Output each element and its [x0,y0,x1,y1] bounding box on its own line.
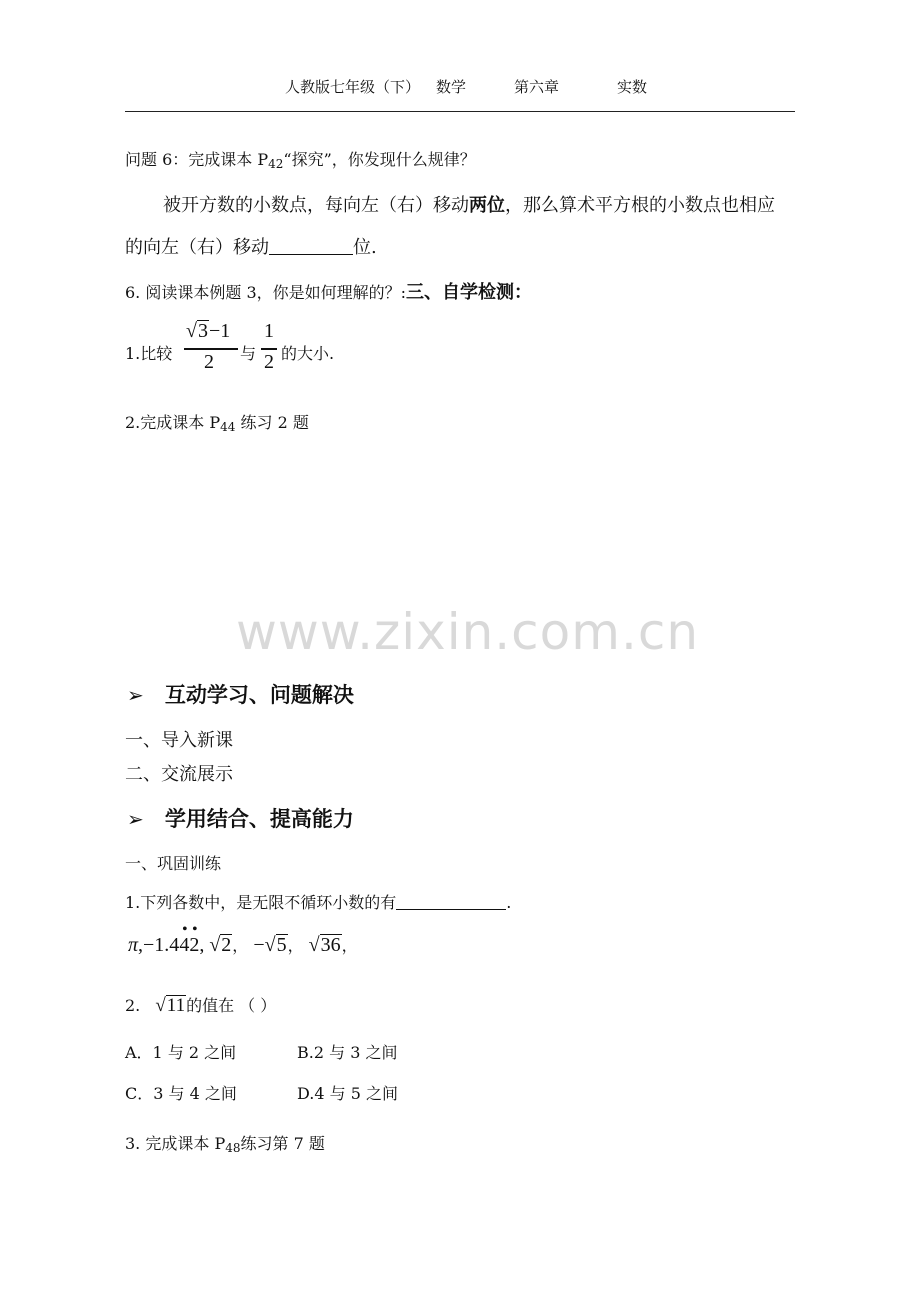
header-chapter: 第六章 [514,78,560,96]
option-d[interactable]: D.4 与 5 之间 [297,1084,398,1103]
item-1-suffix: 的大小. [281,344,335,363]
paragraph-line-1: 被开方数的小数点，每向左（右）移动两位，那么算术平方根的小数点也相应 [163,195,775,216]
option-b[interactable]: B.2 与 3 之间 [297,1043,398,1062]
section-apply-learning: ➢ 学用结合、提高能力 [127,807,354,831]
sub-heading-exchange: 二、交流展示 [125,764,233,785]
header-topic: 实数 [617,78,648,96]
item-1-prefix: 1.比较 [125,344,173,363]
sub-heading-intro: 一、导入新课 [125,730,233,751]
arrow-icon: ➢ [127,807,144,831]
option-a[interactable]: A．1 与 2 之间 [125,1043,237,1062]
section-interactive-learning: ➢ 互动学习、问题解决 [127,683,354,707]
answer-blank[interactable] [396,895,506,910]
item-6: 6. 阅读课本例题 3，你是如何理解的？:三、自学检测： [125,282,533,303]
header-rule [125,111,795,112]
exercise-3: 3. 完成课本 $P_{48}$练习第 7 题 [125,1134,325,1155]
item-2: 2.完成课本 $P_{44}$ 练习 2 题 [125,413,309,434]
fraction-1-over-2: 1 2 [261,320,277,378]
exercise-1: 1.下列各数中，是无限不循环小数的有 . [125,893,512,912]
item-1-mid: 与 [240,344,257,363]
header-book: 人教版七年级（下） [285,78,421,96]
header-subject: 数学 [436,78,467,96]
watermark: www.zixin.com.cn [236,603,700,661]
arrow-icon: ➢ [127,683,144,707]
exercise-1-numbers: π,−1.4 • 4 • 2, √2， −√5， √36， [128,922,358,956]
paragraph-line-2: 的向左（右）移动 位. [125,237,377,258]
fraction-sqrt3-minus1-over-2: √3−1 2 [184,320,238,378]
exercise-2: 2. √11的值在 （ ） [125,995,277,1016]
sub-heading-practice: 一、巩固训练 [125,854,222,873]
option-c[interactable]: C．3 与 4 之间 [125,1084,237,1103]
question-6: 问题 6：完成课本 $P_{42}“$探究”，你发现什么规律？ [125,150,476,171]
answer-blank[interactable] [269,240,353,255]
